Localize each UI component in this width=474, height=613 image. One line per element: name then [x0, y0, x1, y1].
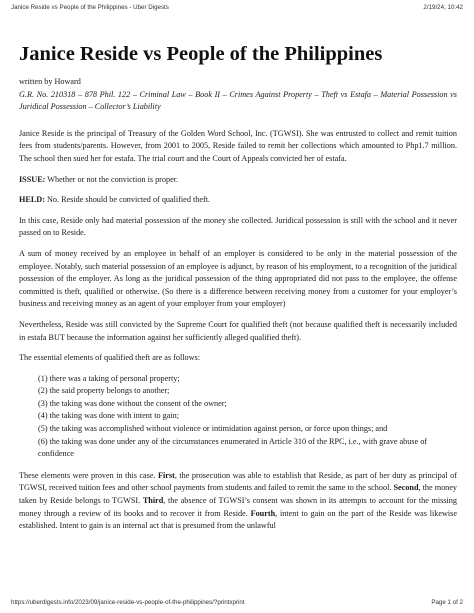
possession-paragraph: In this case, Reside only had material possession of the money she collected. Juridical possession is still with the school and it never passed on to Reside. — [19, 215, 457, 238]
issue-label: ISSUE: — [19, 174, 46, 184]
article-body — [19, 42, 457, 541]
elements-proven-paragraph — [19, 470, 457, 533]
employee-possession-paragraph: A sum of money received by an employee in behalf of an employer is considered to be only in the material possession of the employee. Notably, such material possession of an employee is adjunct, by reason of his employment, to a recognition of the juridical possession of the employer. As long as the juridical possession of the thing appropriated did not pass to the employee, the offense committed is theft, qualified or otherwise. (So there is a difference between receiving money from a customer for your employer’s business and receiving money as an agent of your employer from your employer) — [19, 248, 457, 309]
held-paragraph — [19, 194, 457, 207]
final-text-4: , the absence of TGWSI’s consent was shown in its attempts to account for the missing money through a review of its books and to recover it from Reside. — [19, 496, 457, 518]
final-text-3: , the money taken by Reside belongs to TGWSI. — [19, 483, 457, 506]
print-footer — [11, 599, 463, 606]
issue-text: Whether or not the conviction is proper. — [45, 174, 179, 184]
held-label: HELD: — [19, 195, 45, 205]
conviction-paragraph: Nevertheless, Reside was still convicted by the Supreme Court for qualified theft (not because qualified theft is necessarily included in estafa BUT because the information against her sufficiently alleged qualified theft). — [19, 319, 457, 342]
element-item: (1) there was a taking of personal property; — [38, 373, 180, 383]
print-header — [11, 4, 463, 11]
final-text-1: These elements were proven in this case. — [19, 470, 159, 480]
second-label: Second — [393, 483, 419, 493]
footer-page-number: Page 1 of 2 — [431, 599, 463, 606]
element-item: (6) the taking was done under any of the circumstances enumerated in Article 310 of the RPC, i.e., with grave abuse of confidence — [38, 436, 428, 459]
case-citation: G.R. No. 210318 – 878 Phil. 122 – Criminal Law – Book II – Crimes Against Property – Theft vs Estafa – Material Possession vs Juridical Possession – Collector’s Liability — [19, 89, 457, 112]
header-page-title: Janice Reside vs People of the Philippines - Uber Digests — [11, 4, 169, 11]
issue-paragraph — [19, 174, 457, 187]
element-item: (5) the taking was accomplished without violence or intimidation against person, or force upon things; and — [38, 424, 388, 434]
article-byline: written by Howard — [19, 77, 81, 86]
final-text-5: , intent to gain on the part of the Reside was likewise established. Intent to gain is an internal act that is presumed from the unlawful — [19, 508, 457, 531]
element-item: (4) the taking was done with intent to gain; — [38, 411, 179, 421]
elements-intro: The essential elements of qualified theft are as follows: — [19, 353, 200, 363]
first-label: First — [158, 470, 175, 480]
elements-list — [19, 373, 457, 461]
article-title: Janice Reside vs People of the Philippines — [19, 43, 383, 65]
held-text: No. Reside should be convicted of qualified theft. — [44, 195, 211, 205]
header-datetime: 2/19/24, 10:42 — [423, 4, 463, 11]
footer-url: https://uberdigests.info/2023/09/janice-reside-vs-people-of-the-philippines/?printxprint — [11, 599, 245, 606]
element-item: (3) the taking was done without the consent of the owner; — [38, 398, 227, 408]
final-text-2: , the prosecution was able to establish that Reside, as part of her duty as principal of TGWSI, received tuition fees and other school payments from students and failed to remit the same to the school. — [19, 470, 457, 493]
fourth-label: Fourth — [250, 508, 276, 518]
element-item: (2) the said property belongs to another; — [38, 386, 170, 396]
third-label: Third — [142, 496, 164, 506]
facts-paragraph: Janice Reside is the principal of Treasury of the Golden Word School, Inc. (TGWSI). She was entrusted to collect and remit tuition fees from students/parents. However, from 2001 to 2005, Reside failed to remit her collections which amounted to Php1.7 million. The school then sued her for estafa. The trial court and the Court of Appeals convicted her of estafa. — [19, 128, 457, 163]
